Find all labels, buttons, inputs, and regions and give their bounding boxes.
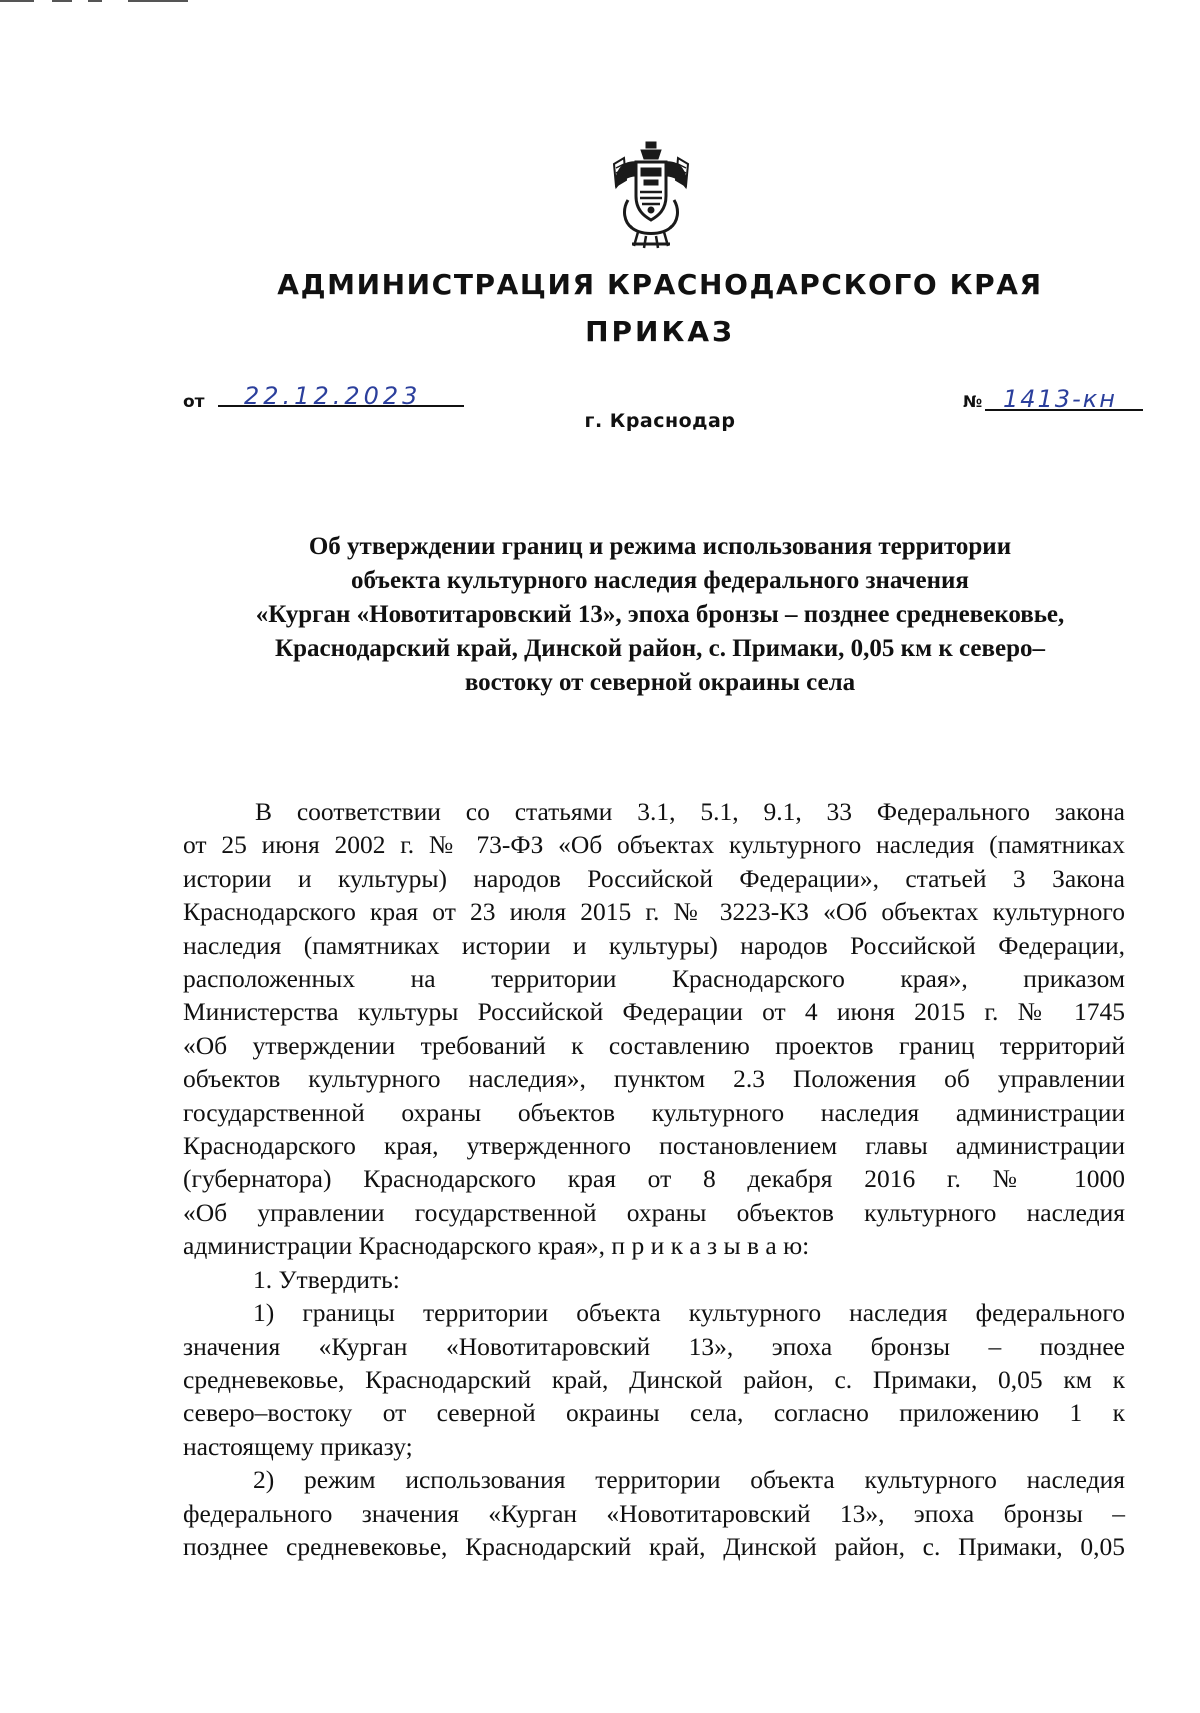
handwritten-number: 1413-кн [1003,385,1117,413]
subject-line: востоку от северной окраины села [464,669,856,696]
body-line: объектов культурного наследия», пунктом 2.3 Положения об управлении [183,1064,1125,1094]
body-line: Краснодарского края, утвержденного постановлением главы администрации [183,1131,1125,1161]
body-line: средневековье, Краснодарский край, Динской район, с. Примаки, 0,05 км к [183,1364,1125,1394]
handwritten-date: 22.12.2023 [244,382,422,410]
subject-line: Об утверждении границ и режима использования территории [308,533,1012,560]
body-line: Министерства культуры Российской Федерации от 4 июня 2015 г. № 1745 [183,997,1125,1027]
body-line: государственной охраны объектов культурного наследия администрации [183,1097,1125,1127]
body-line: от 25 июня 2002 г. № 73-ФЗ «Об объектах культурного наследия (памятниках [183,830,1125,860]
body-line: В соответствии со статьями 3.1, 5.1, 9.1, 33 Федерального закона [255,797,1125,826]
body-line: федерального значения «Курган «Новотитаровский 13», эпоха бронзы – [183,1498,1125,1528]
body-line: (губернатора) Краснодарского края от 8 декабря 2016 г. № 1000 [183,1164,1125,1194]
body-line: истории и культуры) народов Российской Федерации», статьей 3 Закона [183,863,1125,893]
body-line: северо–востоку от северной окраины села, согласно приложению 1 к [183,1398,1125,1428]
date-label: от [183,392,205,412]
document-subject [185,530,1135,700]
body-line: 1. Утвердить: [253,1264,400,1294]
coat-of-arms-icon [610,140,692,250]
body-line: настоящему приказу; [183,1431,413,1461]
body-line: администрации Краснодарского края», п р и к а з ы в а ю: [183,1231,810,1261]
document-type: ПРИКАЗ [585,315,735,348]
body-line: расположенных на территории Краснодарского края», приказом [183,964,1125,994]
body-line: 1) границы территории объекта культурного наследия федерального [253,1298,1125,1328]
body-line: Краснодарского края от 23 июля 2015 г. № 3223-КЗ «Об объектах культурного [183,897,1125,927]
body-line: «Об утверждении требований к составлению проектов границ территорий [183,1030,1125,1060]
body-line: позднее средневековье, Краснодарский край, Динской район, с. Примаки, 0,05 [183,1531,1125,1561]
subject-line: Краснодарский край, Динской район, с. Примаки, 0,05 км к северо– [274,635,1046,662]
city-line: г. Краснодар [584,410,736,432]
scan-edge-marks [0,0,1200,4]
body-line: «Об управлении государственной охраны объектов культурного наследия [183,1197,1125,1227]
subject-line: «Курган «Новотитаровский 13», эпоха бронзы – позднее средневековье, [255,601,1065,628]
organization-name: АДМИНИСТРАЦИЯ КРАСНОДАРСКОГО КРАЯ [277,268,1043,301]
body-line: значения «Курган «Новотитаровский 13», эпоха бронзы – позднее [183,1331,1125,1361]
body-line: 2) режим использования территории объекта культурного наследия [253,1465,1125,1495]
subject-line: объекта культурного наследия федерального значения [351,567,969,594]
body-line: наследия (памятниках истории и культуры) народов Российской Федерации, [183,930,1125,960]
number-label: № [963,392,983,411]
document-body [183,795,1125,1563]
